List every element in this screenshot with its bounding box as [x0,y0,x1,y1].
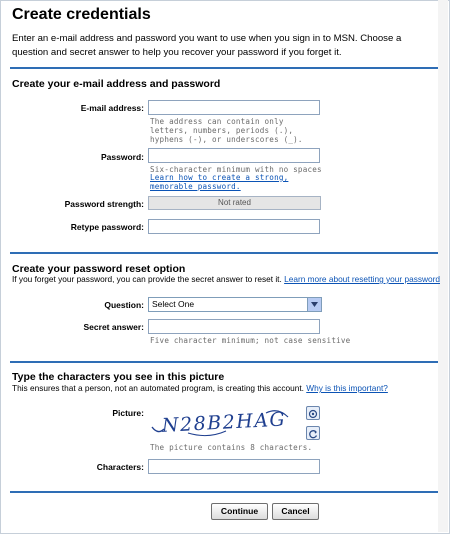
divider [10,491,438,493]
captcha-hint: The picture contains 8 characters. [150,443,313,452]
reset-option-description [12,274,440,284]
password-strength-label: Password strength: [64,199,144,209]
secret-answer-label: Secret answer: [83,322,144,332]
reset-learn-more-link[interactable]: Learn more about resetting your password [284,274,440,284]
section-title-reset-option: Create your password reset option [12,263,186,275]
cancel-button[interactable]: Cancel [272,503,319,520]
secret-answer-hint: Five character minimum; not case sensitive [150,336,351,345]
strong-password-link[interactable]: Learn how to create a strong, memorable password. [150,173,289,191]
email-input[interactable] [148,100,320,115]
page-title: Create credentials [12,6,151,23]
audio-captcha-icon[interactable] [306,406,320,420]
scrollbar[interactable] [438,0,448,532]
characters-label: Characters: [96,462,144,472]
captcha-description-text: This ensures that a person, not an automated program, is creating this account. [12,383,304,393]
picture-label: Picture: [112,408,144,418]
email-hint: The address can contain only letters, numbers, periods (.), hyphens (-), or underscores (_). [150,117,303,144]
section-title-captcha: Type the characters you see in this picture [12,371,225,383]
continue-button[interactable]: Continue [211,503,268,520]
intro-text: Enter an e-mail address and password you want to use when you sign in to MSN. Choose a question and secret answer to help you recover your password if you forget it. [12,33,402,58]
divider [10,361,438,363]
question-select[interactable] [148,297,322,312]
password-strength-meter: Not rated [148,196,321,210]
captcha-description [12,383,388,393]
question-selected-value: Select One [152,299,195,309]
refresh-captcha-icon[interactable] [306,426,320,440]
characters-input[interactable] [148,459,320,474]
divider [10,67,438,69]
password-hint: Six-character minimum with no spaces [150,165,322,174]
retype-password-label: Retype password: [70,222,144,232]
password-input[interactable] [148,148,320,163]
captcha-why-link[interactable]: Why is this important? [306,383,388,393]
section-title-email-password: Create your e-mail address and password [12,78,221,90]
captcha-characters: N28B2HAG [161,408,287,437]
dropdown-arrow-icon[interactable] [307,298,321,311]
email-label: E-mail address: [80,103,144,113]
secret-answer-input[interactable] [148,319,320,334]
question-label: Question: [104,300,144,310]
password-label: Password: [101,152,144,162]
reset-description-text: If you forget your password, you can provide the secret answer to reset it. [12,274,282,284]
retype-password-input[interactable] [148,219,320,234]
captcha-image [148,405,300,441]
divider [10,252,438,254]
